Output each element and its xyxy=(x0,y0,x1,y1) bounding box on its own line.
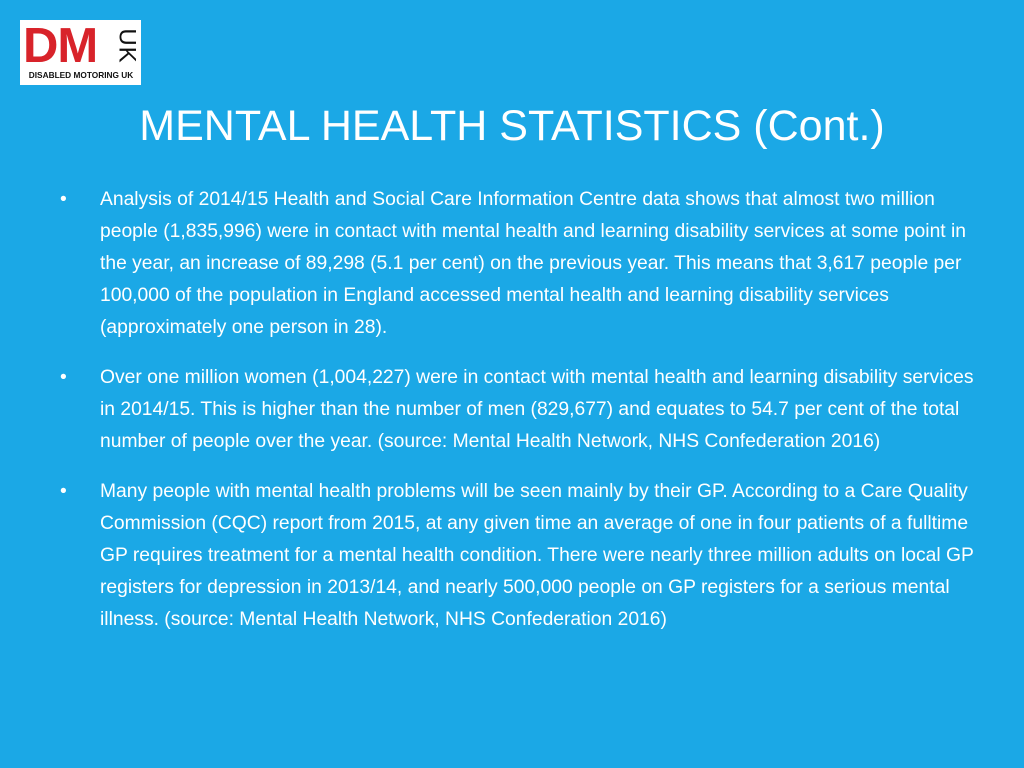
logo-tagline: DISABLED MOTORING UK xyxy=(28,70,134,80)
bullet-item xyxy=(60,476,980,636)
bullet-icon: • xyxy=(60,481,67,502)
logo-country-text: UK xyxy=(114,28,141,64)
bullet-text: Analysis of 2014/15 Health and Social Care Information Centre data shows that almost two million people (1,835,996) were in contact with mental health and learning disability services at some point in the year, an increase of 89,298 (5.1 per cent) on the previous year. This means that 3,617 people per 100,000 of the population in England accessed mental health and learning disability services (approximately one person in 28). xyxy=(100,189,967,338)
bullet-item xyxy=(60,362,980,458)
slide-title: MENTAL HEALTH STATISTICS (Cont.) xyxy=(139,102,885,150)
bullet-icon: • xyxy=(60,367,67,388)
logo-country xyxy=(115,24,139,68)
dmuk-logo xyxy=(20,20,141,85)
logo-letters: DM xyxy=(23,19,98,73)
bullet-icon: • xyxy=(60,189,67,210)
bullet-item xyxy=(60,184,980,344)
bullet-text: Over one million women (1,004,227) were in contact with mental health and learning disability services in 2014/15. This is higher than the number of men (829,677) and equates to 54.7 per cent of the total number of people over the year. (source: Mental Health Network, NHS Confederation 2016) xyxy=(100,367,974,452)
bullet-list xyxy=(60,184,980,654)
bullet-text: Many people with mental health problems will be seen mainly by their GP. According to a Care Quality Commission (CQC) report from 2015, at any given time an average of one in four patients of a fulltime GP requires treatment for a mental health condition. There were nearly three million adults on local GP registers for depression in 2013/14, and nearly 500,000 people on GP registers for a serious mental illness. (source: Mental Health Network, NHS Confederation 2016) xyxy=(100,481,974,630)
